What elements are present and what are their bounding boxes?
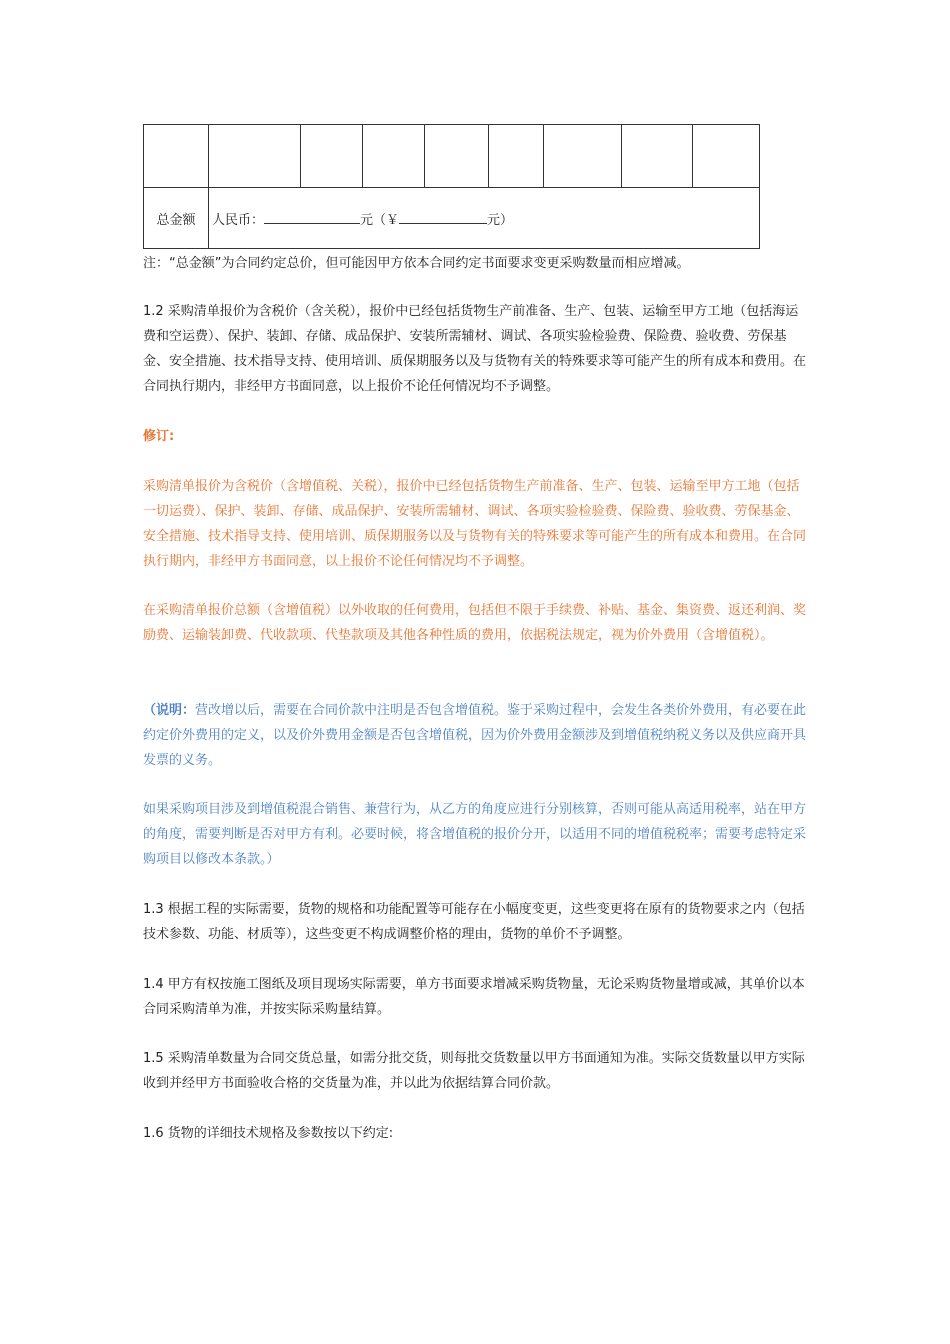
amount-figure-blank xyxy=(399,211,487,224)
explanation-label: （说明： xyxy=(143,703,196,718)
table-row xyxy=(144,125,760,188)
explanation-text: 营改增以后，需要在合同价款中注明是否包含增值税。鉴于采购过程中，会发生各类价外费用，有必要在此约定价外费用的定义，以及价外费用金额是否包含增值税，因为价外费用金额涉及到增值税纳税义务以及供应商开具发票的义务。 xyxy=(143,703,807,768)
quotation-table xyxy=(143,124,760,249)
clause-1-5: 1.5 采购清单数量为合同交货总量，如需分批交货，则每批交货数量以甲方书面通知为准。实际交货数量以甲方实际收到并经甲方书面验收合格的交货量为准，并以此为依据结算合同价款。 xyxy=(143,1051,805,1091)
table-note: 注：“总金额”为合同约定总价，但可能因甲方依本合同约定书面要求变更采购数量而相应增减。 xyxy=(143,256,690,271)
explanation-paragraph-2: 如果采购项目涉及到增值税混合销售、兼营行为，从乙方的角度应进行分别核算，否则可能从高适用税率，站在甲方的角度，需要判断是否对甲方有利。必要时候，将含增值税的报价分开，以适用不同的增值税税率；需要考虑特定采购项目以修改本条款。） xyxy=(143,802,807,867)
clause-1-6: 1.6 货物的详细技术规格及参数按以下约定: xyxy=(143,1126,394,1141)
table-cell xyxy=(425,125,489,188)
table-cell xyxy=(209,125,301,188)
revision-paragraph-2: 在采购清单报价总额（含增值税）以外收取的任何费用，包括但不限于手续费、补贴、基金、集资费、返还利润、奖励费、运输装卸费、代收款项、代垫款项及其他各种性质的费用，依据税法规定，视为价外费用（含增值税）。 xyxy=(143,603,807,643)
total-amount-label: 总金额 xyxy=(144,188,209,249)
table-cell xyxy=(144,125,209,188)
yuan-label: 元（￥ xyxy=(360,212,400,228)
explanation-paragraph-1 xyxy=(143,698,811,773)
yuan-end-label: 元） xyxy=(487,212,514,228)
table-cell xyxy=(363,125,425,188)
total-row xyxy=(144,188,760,249)
table-cell xyxy=(301,125,363,188)
total-amount-value xyxy=(209,188,760,249)
amount-blank xyxy=(264,211,360,224)
table-cell xyxy=(489,125,544,188)
table-cell xyxy=(693,125,760,188)
revision-heading: 修订: xyxy=(143,429,175,444)
clause-1-4: 1.4 甲方有权按施工图纸及项目现场实际需要，单方书面要求增减采购货物量，无论采购货物量增或减，其单价以本合同采购清单为准，并按实际采购量结算。 xyxy=(143,977,805,1017)
clause-1-3: 1.3 根据工程的实际需要，货物的规格和功能配置等可能存在小幅度变更，这些变更将在原有的货物要求之内（包括技术参数、功能、材质等），这些变更不构成调整价格的理由，货物的单价不予调整。 xyxy=(143,902,805,942)
table-cell xyxy=(544,125,622,188)
table-cell xyxy=(622,125,693,188)
revision-paragraph-1: 采购清单报价为含税价（含增值税、关税），报价中已经包括货物生产前准备、生产、包装、运输至甲方工地（包括一切运费）、保护、装卸、存储、成品保护、安装所需辅材、调试、各项实验检验费、保险费、验收费、劳保基金、安全措施、技术指导支持、使用培训、质保期服务以及与货物有关的特殊要求等可能产生的所有成本和费用。在合同执行期内，非经甲方书面同意，以上报价不论任何情况均不予调整。 xyxy=(143,479,807,569)
rmb-label: 人民币： xyxy=(212,212,265,228)
clause-1-2: 1.2 采购清单报价为含税价（含关税），报价中已经包括货物生产前准备、生产、包装、运输至甲方工地（包括海运费和空运费）、保护、装卸、存储、成品保护、安装所需辅材、调试、各项实验检验费、保险费、验收费、劳保基金、安全措施、技术指导支持、使用培训、质保期服务以及与货物有关的特殊要求等可能产生的所有成本和费用。在合同执行期内，非经甲方书面同意，以上报价不论任何情况均不予调整。 xyxy=(143,304,807,394)
